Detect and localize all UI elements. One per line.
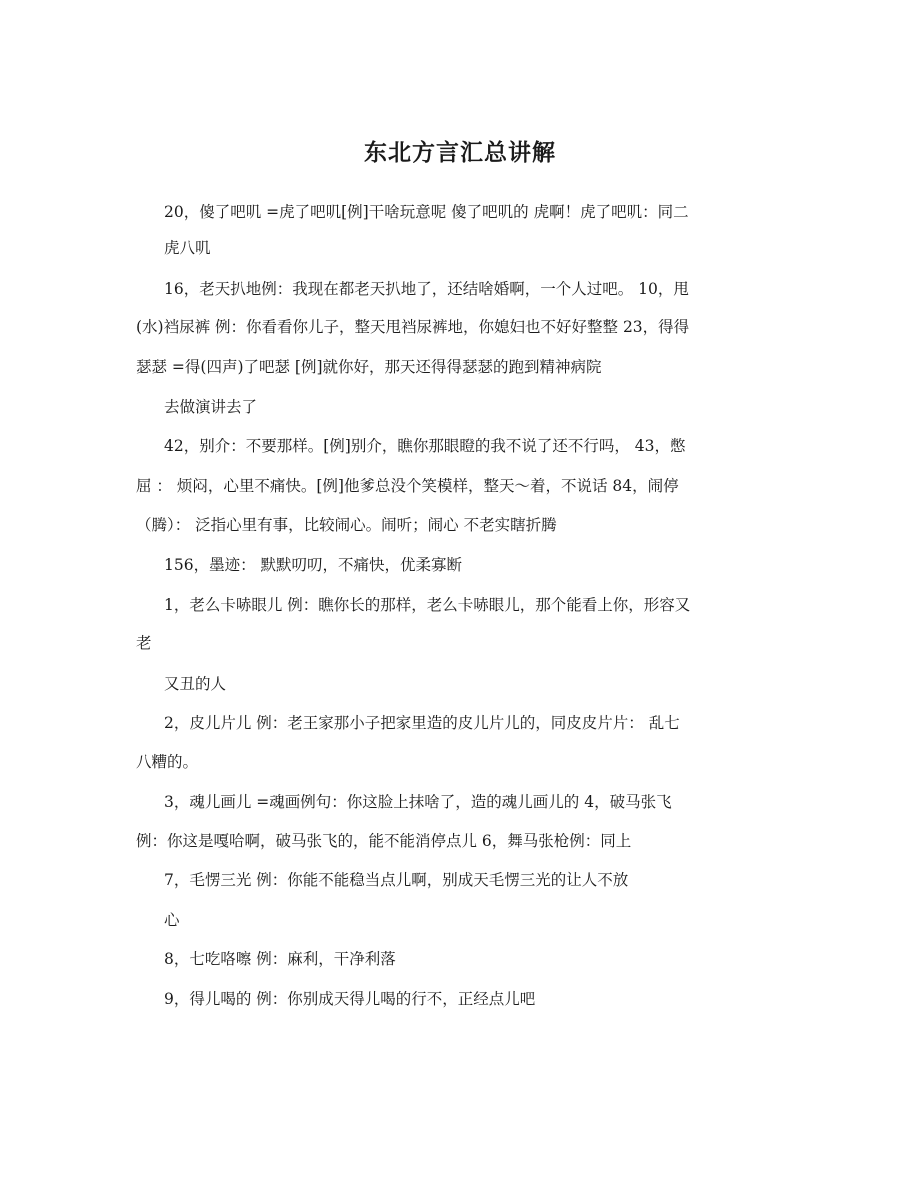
text-line: 16，老天扒地例：我现在都老天扒地了，还结啥婚啊，一个人过吧。 10，甩 [164, 280, 689, 298]
text-line: 42，别介：不要那样。[例]别介，瞧你那眼瞪的我不说了还不行吗， 43，憋 [164, 437, 686, 455]
text-line: 去做演讲去了 [164, 398, 258, 416]
text-line: 心 [164, 911, 180, 929]
text-line: 156，墨迹： 默默叨叨，不痛快，优柔寡断 [164, 556, 463, 574]
text-line: 虎八叽 [164, 239, 211, 257]
text-line: 又丑的人 [164, 675, 227, 693]
text-line: 屈 ： 烦闷，心里不痛快。[例]他爹总没个笑模样，整天～着，不说话 84，闹停 [136, 477, 679, 495]
text-line: 7，毛愣三光 例：你能不能稳当点儿啊，别成天毛愣三光的让人不放 [164, 871, 629, 889]
text-line: 20，傻了吧叽 =虎了吧叽[例]干啥玩意呢 傻了吧叽的 虎啊！虎了吧叽：同二 [164, 203, 689, 221]
text-line: (水)裆尿裤 例：你看看你儿子，整天甩裆尿裤地，你媳妇也不好好整整 23，得得 [136, 318, 690, 336]
text-line: （腾）： 泛指心里有事，比较闹心。闹听；闹心 不老实瞎折腾 [136, 516, 557, 534]
text-line: 1，老么卡哧眼儿 例：瞧你长的那样，老么卡哧眼儿，那个能看上你，形容又 [164, 596, 691, 614]
text-line: 例：你这是嘎哈啊，破马张飞的，能不能消停点儿 6，舞马张枪例：同上 [136, 832, 632, 850]
text-line: 八糟的。 [136, 753, 199, 771]
text-line: 9，得儿喝的 例：你别成天得儿喝的行不，正经点儿吧 [164, 990, 536, 1008]
document-title: 东北方言汇总讲解 [364, 139, 556, 166]
text-line: 3，魂儿画儿 =魂画例句：你这脸上抹啥了，造的魂儿画儿的 4，破马张飞 [164, 793, 672, 811]
text-line: 瑟瑟 =得(四声)了吧瑟 [例]就你好，那天还得得瑟瑟的跑到精神病院 [136, 358, 602, 376]
text-line: 8，七吃咯嚓 例：麻利，干净利落 [164, 950, 396, 968]
text-line: 老 [136, 634, 152, 652]
text-line: 2，皮儿片儿 例：老王家那小子把家里造的皮儿片儿的，同皮皮片片： 乱七 [164, 714, 680, 732]
